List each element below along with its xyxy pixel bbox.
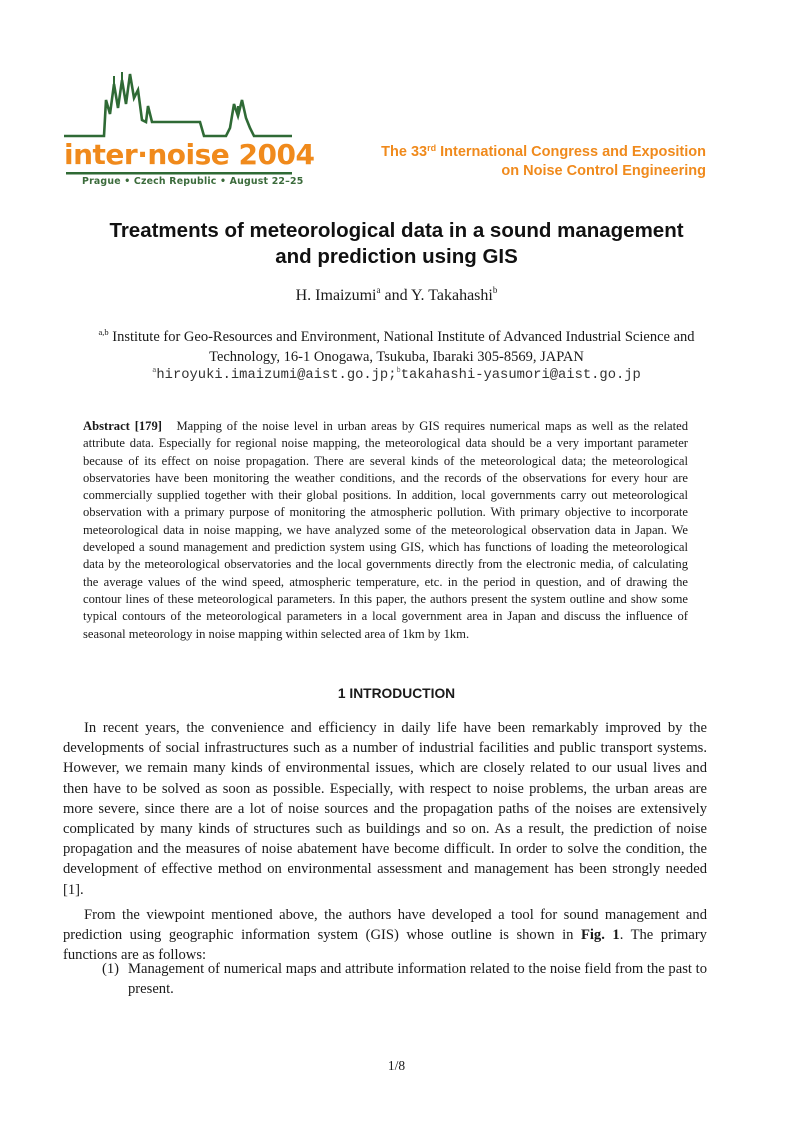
affiliation [64,322,729,367]
author-2-mark: b [492,285,498,295]
title-line2: and prediction using GIS [275,245,518,268]
intro-paragraph-2-post: . The primary functions are as follows: [63,927,707,964]
figure-reference: Fig. 1 [580,927,620,944]
prague-skyline-icon [64,74,292,136]
section-heading-introduction: 1 INTRODUCTION [337,686,456,701]
intro-paragraph-1-text: In recent years, the convenience and efficiency in daily life have been remarkably improved by the developments of social infrastructures such as a number of industrial facilities and public transport systems. However, we remain many kinds of environmental issues, which are closely related to our usual lives and then have to be solved as soon as possible. Especially, with respect to noise problems, the urban areas are more severe, since there are a lot of noise sources and the propagation paths of the noises are extensively complicated by many kinds of structures such as buildings and so on. As a result, the prediction of noise propagation and the measures of noise abatement have become difficult. In order to solve the condition, the development of effective method on environmental assessment and management has been strongly needed [1]. [63,720,707,898]
abstract-label: Abstract [179] [83,419,162,433]
author-2: Y. Takahashi [411,287,493,304]
authors [0,285,793,305]
abstract [83,418,688,643]
intro-paragraph-2-pre: From the viewpoint mentioned above, the authors have developed a tool for sound management and prediction using geographic information system (GIS) whose outline is shown in [63,907,707,944]
affiliation-text: Institute for Geo-Resources and Environment, National Institute of Advanced Industrial Science and Technology, 16-1 Onogawa, Tsukuba, Ibaraki 305-8569, JAPAN [108,329,695,365]
logo-underline [66,172,292,175]
intro-paragraph-2 [63,905,707,966]
email-a[interactable]: hiroyuki.imaizumi@aist.go.jp; [156,368,397,383]
email-a-mark: a [152,367,157,375]
congress-header [381,139,706,181]
author-conjunction: and [380,287,412,304]
congress-line2: on Noise Control Engineering [501,163,706,179]
congress-line1-post: International Congress and Exposition [436,144,706,160]
abstract-text: Mapping of the noise level in urban areas by GIS requires numerical maps as well as the related attribute data. Especially for regional noise mapping, the meteorological data should be a very important parameter because of its effect on noise propagation. There are several kinds of the meteorological data; the meteorological observatories have been monitoring the weather conditions, and the records of the observations for every hour are commercially supplied together with their global positions. In addition, local governments carry out meteorological observation with a primary purpose of monitoring the atmospheric pollution. With primary objective to incorporate meteorological data in noise mapping, we have analyzed some of the meteorological observation data in Japan. We developed a sound management and prediction system using GIS, which has functions of loading the meteorological data by the meteorological observatories and the local governments directly from the electronic media, of calculating the average values of the wind speed, atmospheric temperature, etc. in the period in question, and of drawing the contour lines of these meteorological parameters. In this paper, the authors present the system outline and show some typical contours of the meteorological parameters in a local government area in Japan and discuss the influence of seasonal meteorology in noise mapping within selected area of 1km by 1km. [83,419,689,641]
email-b[interactable]: takahashi-yasumori@aist.go.jp [400,368,641,383]
email-b-mark: b [396,367,401,375]
logo-tagline: Prague • Czech Republic • August 22–25 [82,176,304,187]
congress-line1-pre: The 33 [381,144,428,160]
emails [0,367,793,383]
author-1: H. Imaizumi [295,287,377,304]
list-item-text: Management of numerical maps and attribute information related to the noise field from the past to present. [128,961,707,998]
paper-title [40,218,753,270]
list-item-number: (1) [102,961,120,977]
affiliation-mark: a,b [98,327,109,337]
congress-ordinal: rd [427,143,437,153]
logo-wordmark: inter·noise 2004 [64,138,315,171]
intro-paragraph-1 [63,718,707,900]
author-1-mark: a [376,285,381,295]
page-number: 1/8 [387,1058,406,1073]
list-item [102,959,707,999]
title-line1: Treatments of meteorological data in a sound management [109,219,684,242]
